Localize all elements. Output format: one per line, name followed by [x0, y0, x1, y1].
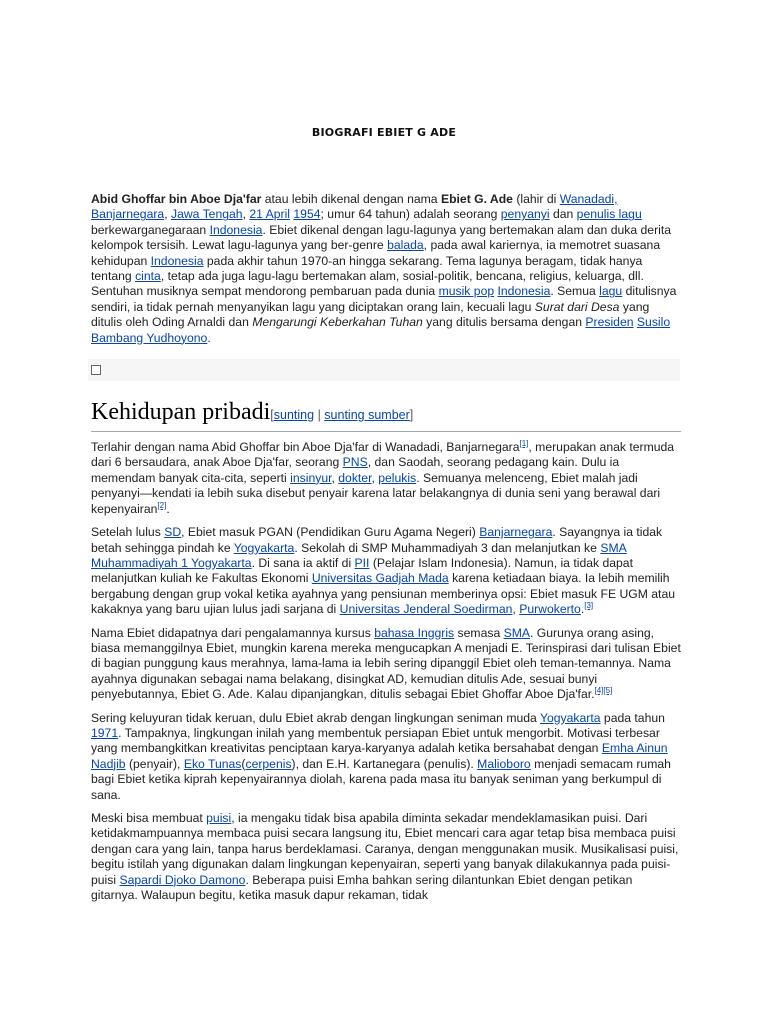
subject-name: Abid Ghoffar bin Aboe Dja'far	[91, 192, 262, 206]
link-jawa-tengah[interactable]: Jawa Tengah	[170, 207, 243, 222]
link-eko-tunas[interactable]: Eko Tunas	[183, 756, 242, 771]
paragraph-birth: Terlahir dengan nama Abid Ghoffar bin Aboe Dja'far di Wanadadi, Banjarnegara[1], merupakan anak termuda dari 6 bersaudara, anak Aboe Dja'far, seorang PNS, dan Saodah, seorang pedagang kain. Dulu ia memendam banyak cita-cita, seperti insinyur, dokter, pelukis. Semuanya melenceng, Ebiet malah jadi penyanyi—kendati ia lebih suka disebut penyair karena latar belakangnya di dunia seni yang berawal dari kepenyairan[2].	[91, 439, 675, 516]
link-balada[interactable]: balada	[387, 238, 424, 253]
link-indonesia[interactable]: Indonesia	[209, 222, 263, 237]
link-indonesia[interactable]: Indonesia	[150, 253, 204, 268]
link-pelukis[interactable]: pelukis	[378, 470, 417, 485]
link-dokter[interactable]: dokter	[338, 470, 372, 485]
reference-link[interactable]: [1]	[519, 439, 529, 448]
link-cinta[interactable]: cinta	[135, 269, 161, 284]
link-yogyakarta[interactable]: Yogyakarta	[233, 540, 295, 555]
reference-link[interactable]: [4]	[594, 686, 604, 696]
checkbox-icon[interactable]	[91, 365, 101, 375]
edit-link[interactable]: sunting	[273, 408, 315, 423]
link-insinyur[interactable]: insinyur	[290, 470, 332, 485]
reference-link[interactable]: [2]	[157, 500, 167, 510]
toc-bar	[88, 359, 680, 381]
reference-link[interactable]: [5]	[603, 686, 613, 696]
link-musik-pop[interactable]: musik pop	[438, 284, 495, 299]
link-sma[interactable]: SMA	[503, 625, 531, 640]
intro-paragraph: Abid Ghoffar bin Aboe Dja'far atau lebih dikenal dengan nama Ebiet G. Ade (lahir di Wanadadi, Banjarnegara, Jawa Tengah, 21 April 1954; umur 64 tahun) adalah seorang penyanyi dan penulis lagu berkewarganegaraan Indonesia. Ebiet dikenal dengan lagu-lagunya yang bertemakan alam dan duka derita kelompok tersisih. Lewat lagu-lagunya yang ber-genre balada, pada awal kariernya, ia memotret suasana kehidupan Indonesia pada akhir tahun 1970-an hingga sekarang. Tema lagunya beragam, tidak hanya tentang cinta, tetap ada juga lagu-lagu bertemakan alam, sosial-politik, bencana, religius, keluarga, dll. Sentuhan musiknya sempat mendorong pembaruan pada dunia musik pop Indonesia. Semua lagu ditulisnya sendiri, ia tidak pernah menyanyikan lagu yang diciptakan orang lain, kecuali lagu Surat dari Desa yang ditulis oleh Oding Arnaldi dan Mengarungi Keberkahan Tuhan yang ditulis bersama dengan Presiden Susilo Bambang Yudhoyono.	[91, 192, 677, 345]
link-pns[interactable]: PNS	[342, 455, 368, 470]
link-susilo-bambang-yudhoyono[interactable]: Susilo Bambang Yudhoyono	[91, 315, 671, 345]
link-1971[interactable]: 1971	[91, 725, 119, 740]
link-sd[interactable]: SD	[164, 525, 182, 540]
section-heading	[91, 398, 681, 432]
link-bahasa-inggris[interactable]: bahasa Inggris	[374, 625, 455, 640]
article-body	[91, 192, 681, 911]
edit-source-link[interactable]: sunting sumber	[324, 408, 410, 423]
link-cerpenis[interactable]: cerpenis	[245, 756, 292, 771]
link-penulis-lagu[interactable]: penulis lagu	[576, 207, 642, 222]
link-malioboro[interactable]: Malioboro	[477, 756, 531, 771]
link-sapardi-djoko-damono[interactable]: Sapardi Djoko Damono	[119, 872, 246, 887]
link-sma-muhammadiyah[interactable]: SMA Muhammadiyah 1 Yogyakarta	[91, 540, 627, 570]
song-title: Surat dari Desa	[534, 299, 620, 314]
link-emha-ainun-nadjib[interactable]: Emha Ainun Nadjib	[91, 741, 668, 771]
link-indonesia[interactable]: Indonesia	[497, 284, 551, 299]
paragraph-name-origin: Nama Ebiet didapatnya dari pengalamannya kursus bahasa Inggris semasa SMA. Gurunya orang asing, biasa memanggilnya Ebiet, mungkin karena mereka mengucapkan A menjadi E. Terinspirasi dari tulisan Ebiet di bagian punggung kaus merahnya, lama-lama ia lebih sering dipanggil Ebiet oleh teman-temannya. Nama ayahnya digunakan sebagai nama belakang, disingkat AD, kemudian ditulis Ade, sesuai bunyi penyebutannya, Ebiet G. Ade. Kalau dipanjangkan, ditulis sebagai Ebiet Ghoffar Aboe Dja'far.[4][5]	[91, 625, 681, 702]
link-presiden[interactable]: Presiden	[585, 315, 634, 330]
link-banjarnegara[interactable]: Banjarnegara	[479, 525, 553, 540]
paragraph-yogyakarta: Sering keluyuran tidak keruan, dulu Ebiet akrab dengan lingkungan seniman muda Yogyakarta pada tahun 1971. Tampaknya, lingkungan inilah yang membentuk persiapan Ebiet untuk mengorbit. Motivasi terbesar yang membangkitkan kreativitas penciptaan karya-karyanya adalah ketika bersahabat dengan Emha Ainun Nadjib (penyair), Eko Tunas(cerpenis), dan E.H. Kartanegara (penulis). Malioboro menjadi semacam rumah bagi Ebiet ketika kiprah kepenyairannya diolah, karena pada masa itu banyak seniman yang berkumpul di sana.	[91, 710, 671, 802]
link-pii[interactable]: PII	[354, 555, 370, 570]
song-title: Mengarungi Keberkahan Tuhan	[252, 315, 423, 330]
link-yogyakarta[interactable]: Yogyakarta	[539, 710, 601, 725]
link-wanadadi[interactable]: Wanadadi, Banjarnegara	[91, 192, 618, 222]
page-title: BIOGRAFI EBIET G ADE	[311, 126, 457, 139]
reference-link[interactable]: [3]	[584, 601, 594, 611]
paragraph-education: Setelah lulus SD, Ebiet masuk PGAN (Pendidikan Guru Agama Negeri) Banjarnegara. Sayangnya ia tidak betah sehingga pindah ke Yogyakarta. Sekolah di SMP Muhammadiyah 3 dan melanjutkan ke SMA Muhammadiyah 1 Yogyakarta. Di sana ia aktif di PII (Pelajar Islam Indonesia). Namun, ia tidak dapat melanjutkan kuliah ke Fakultas Ekonomi Universitas Gadjah Mada karena ketiadaan biaya. Ia lebih memilih bergabung dengan grup vokal ketika ayahnya yang pensiunan memberinya opsi: Ebiet masuk FE UGM atau kakaknya yang baru ujian lulus jadi sarjana di Universitas Jenderal Soedirman, Purwokerto.[3]	[91, 525, 675, 617]
section-title: Kehidupan pribadi	[91, 399, 271, 426]
link-lagu[interactable]: lagu	[599, 284, 623, 299]
stage-name: Ebiet G. Ade	[440, 192, 513, 206]
paragraph-poetry: Meski bisa membuat puisi, ia mengaku tidak bisa apabila diminta sekadar mendeklamasikan puisi. Dari ketidakmampuannya membaca puisi secara langsung itu, Ebiet mencari cara agar tetap bisa membaca puisi dengan cara yang lain, tanpa harus berdeklamasi. Caranya, dengan menggunakan musik. Musikalisasi puisi, begitu istilah yang digunakan dalam lingkungan kepenyairan, seperti yang banyak dilakukannya pada puisi-puisi Sapardi Djoko Damono. Beberapa puisi Emha bahkan sering dilantunkan Ebiet dengan petikan gitarnya. Walaupun begitu, ketika masuk dapur rekaman, tidak	[91, 811, 679, 903]
link-1954[interactable]: 1954	[293, 207, 321, 222]
edit-links: [sunting | sunting sumber]	[270, 408, 414, 423]
link-unsoed[interactable]: Universitas Jenderal Soedirman	[339, 602, 513, 617]
link-purwokerto[interactable]: Purwokerto	[519, 602, 581, 617]
link-puisi[interactable]: puisi	[206, 811, 232, 825]
link-penyanyi[interactable]: penyanyi	[500, 207, 550, 222]
link-21-april[interactable]: 21 April	[249, 207, 291, 222]
link-ugm[interactable]: Universitas Gadjah Mada	[311, 571, 449, 586]
